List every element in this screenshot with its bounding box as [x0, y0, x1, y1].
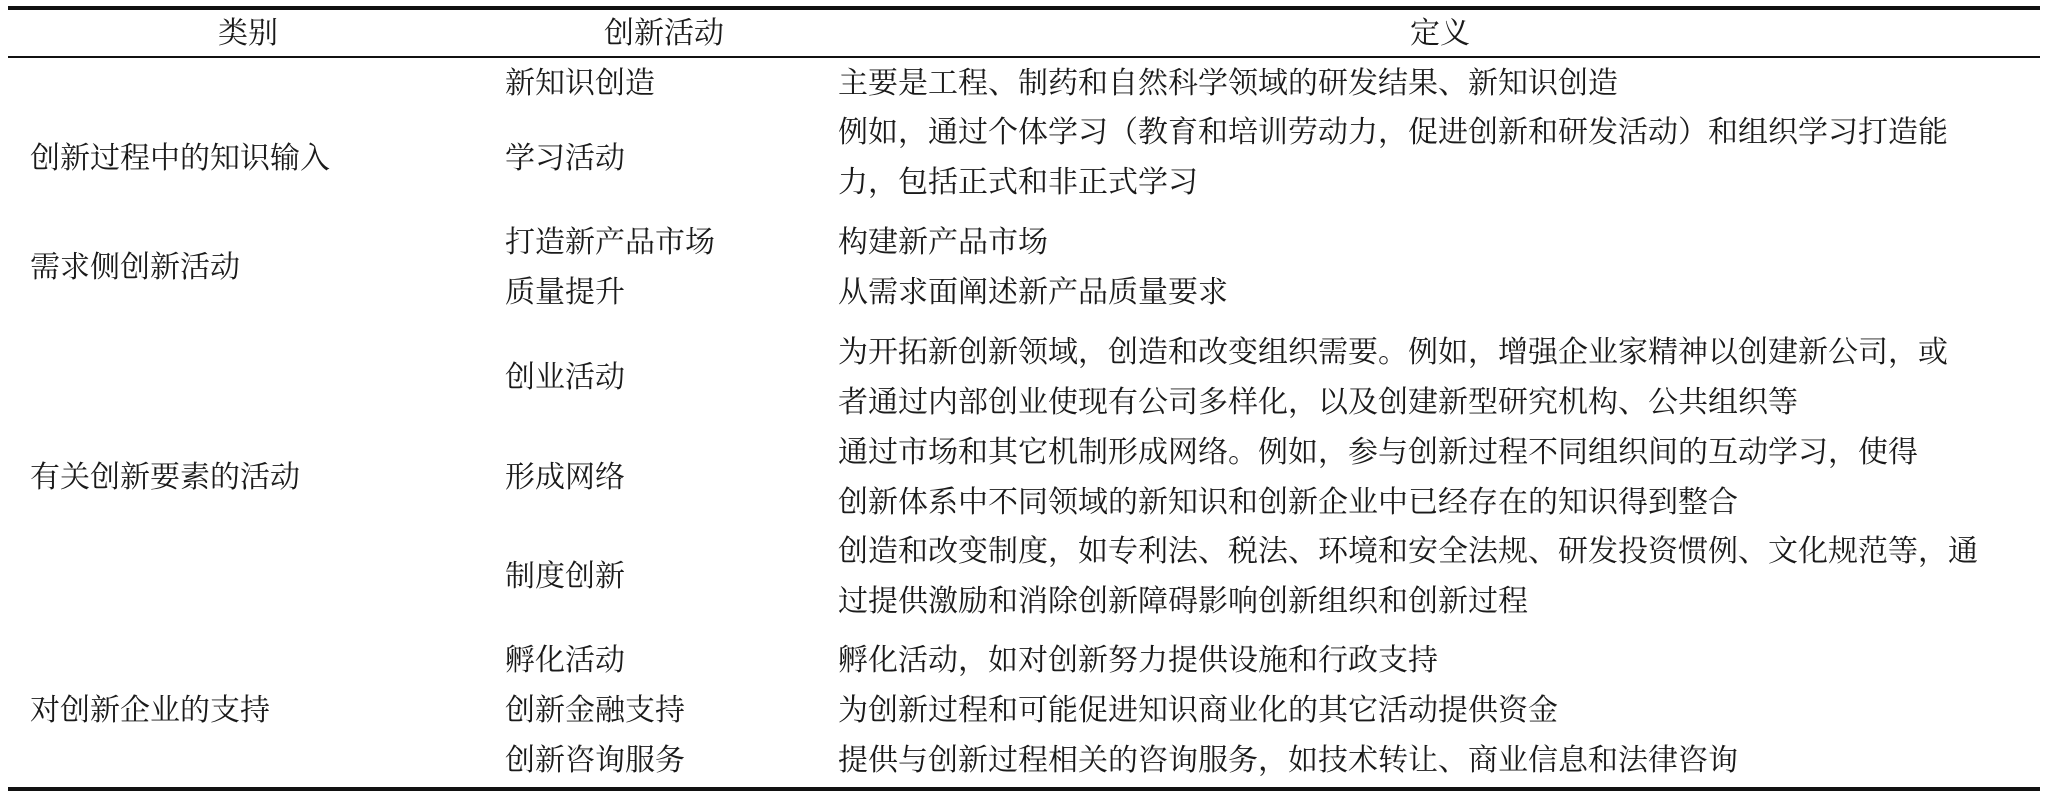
activity-consulting-services: 创新咨询服务: [505, 743, 685, 778]
header-activity: 创新活动: [604, 16, 724, 51]
definition-line: 提供与创新过程相关的咨询服务，如技术转让、商业信息和法律咨询: [838, 743, 1738, 778]
category-enterprise-support: 对创新企业的支持: [30, 693, 270, 728]
definition-networking: [838, 428, 1918, 528]
definition-consulting-services: [838, 736, 1738, 786]
activity-incubation: 孵化活动: [505, 643, 625, 678]
header-category: 类别: [218, 16, 278, 51]
definition-entrepreneurship: [838, 328, 1948, 428]
definition-line: 者通过内部创业使现有公司多样化，以及创建新型研究机构、公共组织等: [838, 385, 1798, 420]
definition-learning: [838, 108, 1948, 208]
definition-line: 创新体系中不同领域的新知识和创新企业中已经存在的知识得到整合: [838, 485, 1738, 520]
definition-new-product-market: [838, 218, 1048, 268]
definition-quality-improvement: [838, 268, 1228, 318]
header-definition: 定义: [1410, 16, 1470, 51]
table-header-row: [0, 6, 2048, 58]
definition-line: 过提供激励和消除创新障碍影响创新组织和创新过程: [838, 584, 1528, 619]
definition-line: 力，包括正式和非正式学习: [838, 165, 1198, 200]
activity-institutional-innovation: 制度创新: [505, 559, 625, 594]
activity-entrepreneurship: 创业活动: [505, 360, 625, 395]
definition-incubation: [838, 636, 1438, 686]
definition-line: 为开拓新创新领域，创造和改变组织需要。例如，增强企业家精神以创建新公司，或: [838, 335, 1948, 370]
definition-line: 孵化活动，如对创新努力提供设施和行政支持: [838, 643, 1438, 678]
definition-institutional-innovation: [838, 527, 1978, 627]
definition-line: 主要是工程、制药和自然科学领域的研发结果、新知识创造: [838, 66, 1618, 101]
activity-new-product-market: 打造新产品市场: [505, 225, 715, 260]
activity-quality-improvement: 质量提升: [505, 275, 625, 310]
definition-new-knowledge: [838, 59, 1618, 109]
activity-networking: 形成网络: [505, 460, 625, 495]
table-bottom-rule: [8, 787, 2040, 791]
category-demand-side: 需求侧创新活动: [30, 250, 240, 285]
definition-line: 通过市场和其它机制形成网络。例如，参与创新过程不同组织间的互动学习，使得: [838, 435, 1918, 470]
activity-learning: 学习活动: [505, 141, 625, 176]
category-knowledge-input: 创新过程中的知识输入: [30, 141, 330, 176]
activity-new-knowledge: 新知识创造: [505, 66, 655, 101]
definition-line: 创造和改变制度，如专利法、税法、环境和安全法规、研发投资惯例、文化规范等，通: [838, 534, 1978, 569]
definition-line: 构建新产品市场: [838, 225, 1048, 260]
activity-financial-support: 创新金融支持: [505, 693, 685, 728]
category-innovation-elements: 有关创新要素的活动: [30, 460, 300, 495]
definition-line: 从需求面阐述新产品质量要求: [838, 275, 1228, 310]
definition-financial-support: [838, 686, 1558, 736]
definition-line: 为创新过程和可能促进知识商业化的其它活动提供资金: [838, 693, 1558, 728]
table-header-rule: [8, 56, 2040, 58]
definition-line: 例如，通过个体学习（教育和培训劳动力，促进创新和研发活动）和组织学习打造能: [838, 115, 1948, 150]
